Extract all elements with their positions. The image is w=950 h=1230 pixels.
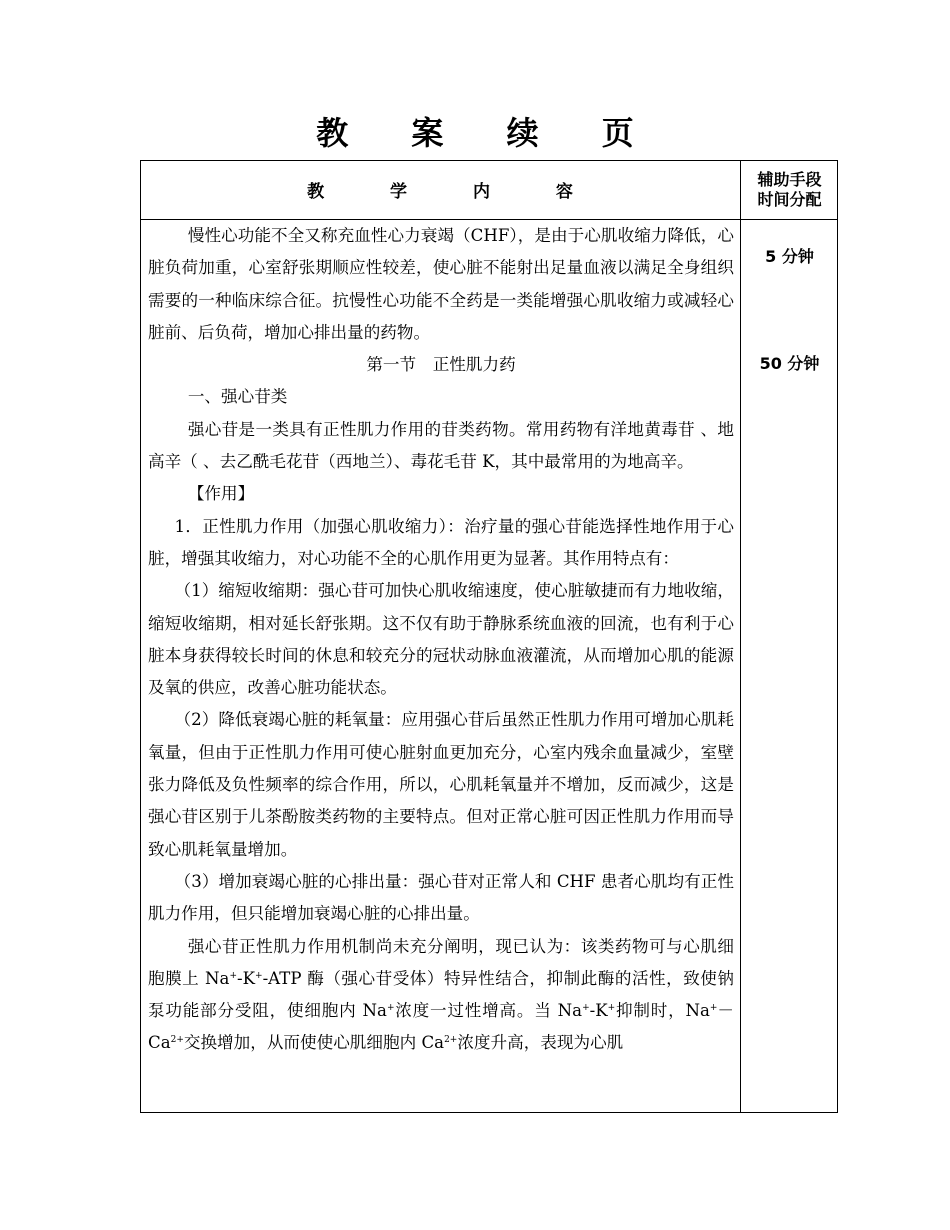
section-title: 第一节 正性肌力药: [366, 355, 516, 375]
header-side-line2: 时间分配: [757, 189, 822, 209]
header-aux-time: [741, 160, 838, 219]
point-1: 1．正性肌力作用（加强心肌收缩力）：治疗量的强心苷能选择性地作用于心脏，增强其收缩力，对心功能不全的心肌作用更为显著。其作用特点有：: [148, 516, 734, 568]
time-note-50min: 50 分钟: [759, 354, 820, 373]
glycoside-paragraph: 强心苷是一类具有正性肌力作用的苷类药物。常用药物有洋地黄毒苷 、地高辛（ 、去乙酰毛花苷（西地兰）、毒花毛苷 K，其中最常用的为地高辛。: [148, 419, 734, 472]
page-title: 教 案 续 页: [316, 114, 660, 152]
column-divider: [740, 160, 741, 1113]
header-side-line1: 辅助手段: [757, 169, 822, 189]
time-note-5min: 5 分钟: [765, 247, 814, 266]
intro-paragraph: 慢性心功能不全又称充血性心力衰竭（CHF），是由于心肌收缩力降低，心脏负荷加重，心室舒张期顺应性较差，使心脏不能射出足量血液以满足全身组织需要的一种临床综合征。抗慢性心功能不全药是一类能增强心肌收缩力或减轻心脏前、后负荷，增加心排出量的药物。: [148, 226, 734, 342]
teaching-content: [148, 220, 734, 1060]
subsection-title: 一、强心苷类: [187, 387, 288, 407]
point-1-3: （3）增加衰竭心脏的心排出量：强心苷对正常人和 CHF 患者心肌均有正性肌力作用，但只能增加衰竭心脏的心排出量。: [148, 871, 734, 924]
point-1-1: （1）缩短收缩期：强心苷可加快心肌收缩速度，使心脏敏捷而有力地收缩，缩短收缩期，相对延长舒张期。这不仅有助于静脉系统血液的回流，也有利于心脏本身获得较长时间的休息和较充分的冠状动脉血液灌流，从而增加心肌的能源及氧的供应，改善心脏功能状态。: [148, 581, 734, 698]
header-teaching-content: 教 学 内 容: [307, 182, 603, 202]
action-heading: 【作用】: [187, 484, 255, 504]
mechanism-paragraph: 强心苷正性肌力作用机制尚未充分阐明，现已认为：该类药物可与心肌细胞膜上 Na+-K+-ATP 酶（强心苷受体）特异性结合，抑制此酶的活性，致使钠泵功能部分受阻，使细胞内 Na+浓度一过性增高。当 Na+-K+抑制时，$Na^+-Ca^{2+}$交换增加，从而使使心肌细胞内 $Ca^{2+}$浓度升高，表现为心肌: [148, 936, 735, 1053]
point-1-2: （2）降低衰竭心脏的耗氧量：应用强心苷后虽然正性肌力作用可增加心肌耗氧量，但由于正性肌力作用可使心脏射血更加充分，心室内残余血量减少，室壁张力降低及负性频率的综合作用，所以，心肌耗氧量并不增加，反而减少，这是强心苷区别于儿茶酚胺类药物的主要特点。但对正常心脏可因正性肌力作用而导致心肌耗氧量增加。: [148, 710, 734, 859]
